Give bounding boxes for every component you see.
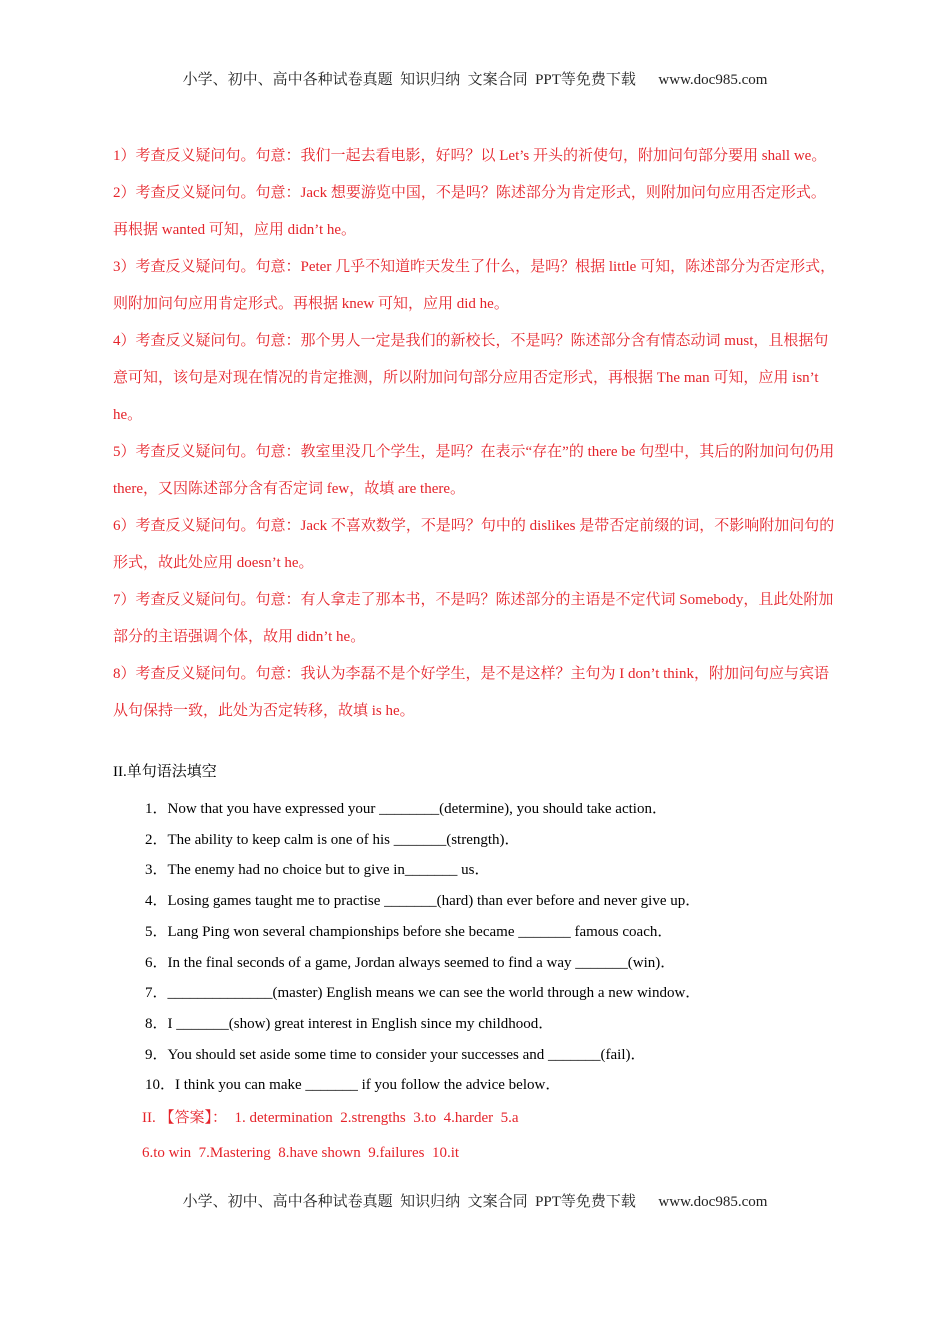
explanation-7: 7）考查反义疑问句。句意：有人拿走了那本书，不是吗？陈述部分的主语是不定代词 Somebody，且此处附加部分的主语强调个体，故用 didn’t he。 <box>113 592 834 645</box>
explanation-1: 1）考查反义疑问句。句意：我们一起去看电影，好吗？以 Let’s 开头的祈使句，附加问句部分要用 shall we。 <box>113 148 827 164</box>
explanation-8: 8）考查反义疑问句。句意：我认为李磊不是个好学生，是不是这样？主句为 I don’t think，附加问句应与宾语从句保持一致，此处为否定转移，故填 is he。 <box>113 666 829 719</box>
explanation-3: 3）考查反义疑问句。句意：Peter 几乎不知道昨天发生了什么，是吗？根据 little 可知，陈述部分为否定形式，则附加问句应用肯定形式。再根据 knew 可知，应用 did he。 <box>113 259 836 312</box>
explanation-6: 6）考查反义疑问句。句意：Jack 不喜欢数学，不是吗？句中的 dislikes 是带否定前缀的词，不影响附加问句的形式，故此处应用 doesn’t he。 <box>113 518 835 571</box>
page-footer: 小学、初中、高中各种试卷真题 知识归纳 文案合同 PPT等免费下载 www.doc985.com <box>182 1194 768 1210</box>
explanation-5: 5）考查反义疑问句。句意：教室里没几个学生，是吗？在表示“存在”的 there be 句型中，其后的附加问句仍用 there，又因陈述部分含有否定词 few，故填 are there。 <box>113 444 835 497</box>
question-3: 3．The enemy had no choice but to give in_______ us． <box>145 862 490 879</box>
question-9: 9．You should set aside some time to consider your successes and _______(fail)． <box>145 1046 646 1063</box>
question-6: 6．In the final seconds of a game, Jordan always seemed to find a way _______(win)． <box>145 954 676 971</box>
question-2: 2．The ability to keep calm is one of his _______(strength)． <box>145 831 520 848</box>
section-title: II.单句语法填空 <box>113 764 217 780</box>
question-list <box>145 794 845 1101</box>
answer-line-1: II. 【答案】： 1. determination 2.strengths 3.to 4.harder 5.a <box>142 1110 519 1126</box>
explanation-2: 2）考查反义疑问句。句意：Jack 想要游览中国，不是吗？陈述部分为肯定形式，则附加问句应用否定形式。再根据 wanted 可知，应用 didn’t he。 <box>113 185 826 238</box>
explanation-4: 4）考查反义疑问句。句意：那个男人一定是我们的新校长，不是吗？陈述部分含有情态动词 must，且根据句意可知，该句是对现在情况的肯定推测，所以附加问句部分应用否定形式，再根据 The man 可知，应用 isn’t he。 <box>113 333 829 423</box>
question-1: 1．Now that you have expressed your ________(determine), you should take action． <box>145 801 667 817</box>
answer-line-2: 6.to win 7.Mastering 8.have shown 9.failures 10.it <box>142 1145 460 1161</box>
page-header: 小学、初中、高中各种试卷真题 知识归纳 文案合同 PPT等免费下载 www.doc985.com <box>182 72 768 88</box>
question-10: 10．I think you can make _______ if you follow the advice below． <box>145 1077 561 1094</box>
explanation-list <box>113 138 838 730</box>
question-5: 5．Lang Ping won several championships before she became _______ famous coach． <box>145 923 673 940</box>
question-4: 4．Losing games taught me to practise _______(hard) than ever before and never give up． <box>145 893 701 910</box>
question-8: 8．I _______(show) great interest in English since my childhood． <box>145 1015 554 1032</box>
answer-key <box>142 1101 519 1171</box>
question-7: 7．______________(master) English means we can see the world through a new window． <box>145 985 701 1002</box>
